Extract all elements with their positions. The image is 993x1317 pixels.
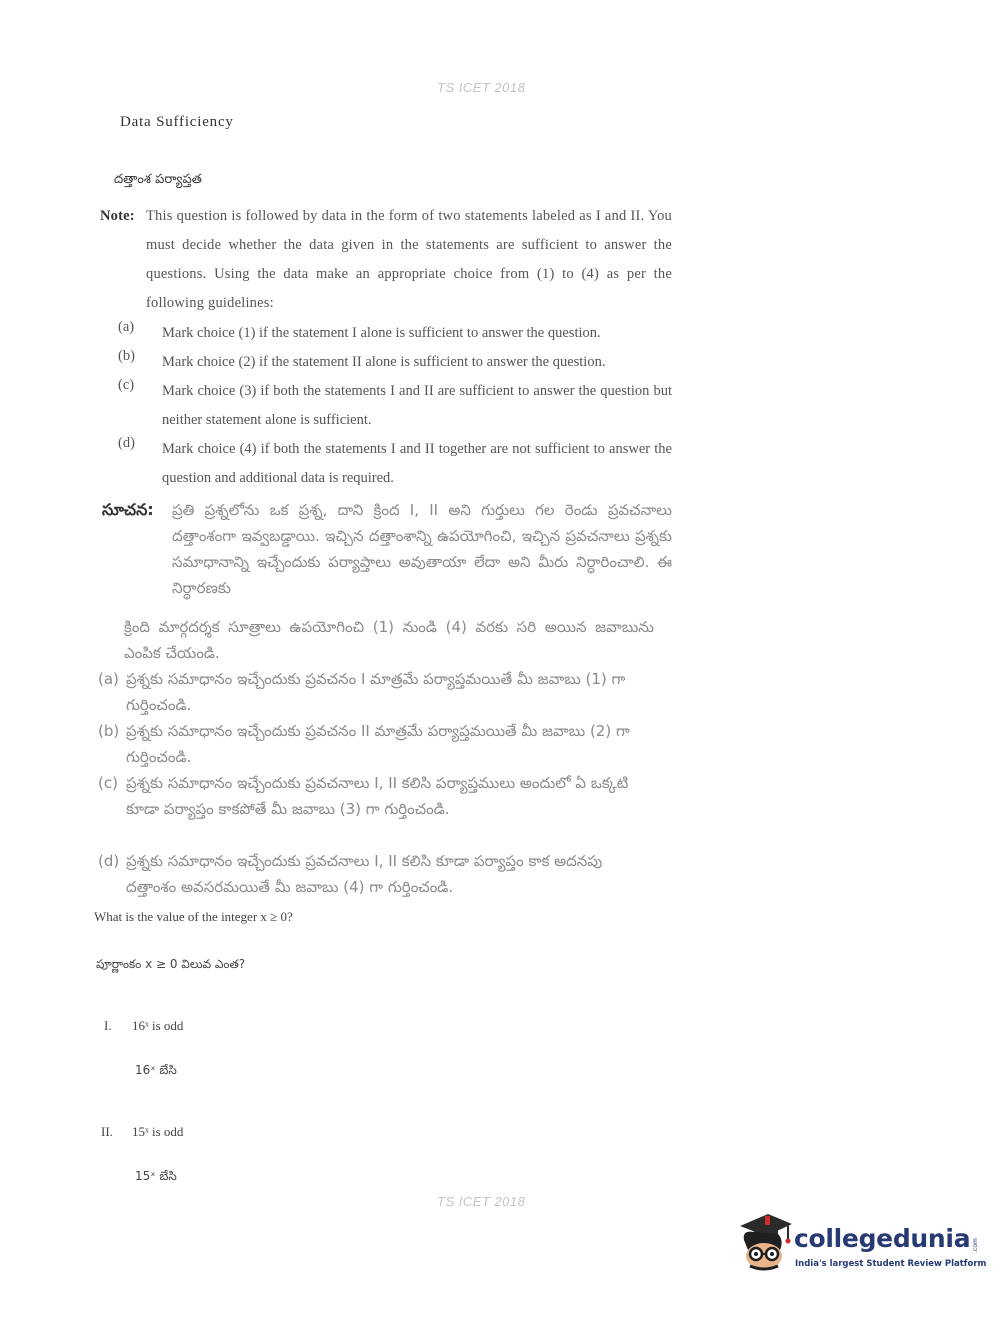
telugu-note-label: సూచన: xyxy=(102,500,154,519)
note-text: This question is followed by data in the form of two statements labeled as I and II. You must decide whether the data given in the statements are sufficient to answer the questions. Using the data make an appropriate choice from (1) to (4) as per the following guidelines: xyxy=(146,208,672,311)
guideline-text: Mark choice (1) if the statement I alone is sufficient to answer the question. xyxy=(162,325,601,341)
telugu-guideline-text: ప్రశ్నకు సమాధానం ఇచ్చేందుకు ప్రవచనాలు I, II కలిసి కూడా పర్యాప్తం కాక అదనపు దత్తాంశం అవసరమయితే మీ జవాబు (4) గా గుర్తించండి. xyxy=(126,852,603,896)
telugu-note-text-2: క్రింది మార్గదర్శక సూత్రాలు ఉపయోగించి (1) నుండి (4) వరకు సరి అయిన జవాబును ఎంపిక చేయండి. xyxy=(124,618,654,662)
question-text: What is the value of the integer x ≥ 0? xyxy=(94,909,293,924)
watermark-top: TS ICET 2018 xyxy=(437,80,526,95)
logo-tagline: India's largest Student Review Platform xyxy=(795,1259,987,1269)
telugu-note-block xyxy=(102,497,674,601)
guideline-label: (c) xyxy=(118,377,135,393)
telugu-guideline-label: (a) xyxy=(98,670,119,688)
statement-1-label: I. xyxy=(104,1018,112,1033)
question-text-telugu: పూర్ణాంకం x ≥ 0 విలువ ఎంత? xyxy=(96,957,246,971)
telugu-guideline-text: ప్రశ్నకు సమాధానం ఇచ్చేందుకు ప్రవచనం II మాత్రమే పర్యాప్తమయితే మీ జవాబు (2) గా గుర్తించండి. xyxy=(126,722,630,766)
logo-name: collegedunia xyxy=(794,1224,971,1253)
telugu-guideline-a xyxy=(98,666,658,718)
statement-2-telugu: 15ˣ బేసి xyxy=(135,1169,177,1183)
page-title: Data Sufficiency xyxy=(120,114,234,130)
statement-1-text: 16ˣ is odd xyxy=(132,1018,184,1033)
telugu-guideline-text: ప్రశ్నకు సమాధానం ఇచ్చేందుకు ప్రవచనం I మాత్రమే పర్యాప్తమయితే మీ జవాబు (1) గా గుర్తించండి. xyxy=(126,670,626,714)
telugu-guideline-label: (c) xyxy=(98,774,118,792)
guideline-label: (a) xyxy=(118,319,135,335)
guideline-d xyxy=(118,435,678,493)
guideline-label: (b) xyxy=(118,348,135,364)
watermark-bottom: TS ICET 2018 xyxy=(437,1194,526,1209)
guideline-b xyxy=(118,348,678,377)
telugu-note-text: ప్రతి ప్రశ్నలోను ఒక ప్రశ్న, దాని క్రింద I, II అని గుర్తులు గల రెండు ప్రవచనాలు దత్తాంశంగా ఇవ్వబడ్డాయి. ఇచ్చిన దత్తాంశాన్ని ఉపయోగించి, ఇచ్చిన ప్రవచనాలు ప్రశ్నకు సమాధానాన్ని ఇచ్చేందుకు పర్యాప్తాలు అవుతాయా లేదా అని మీరు నిర్ధారించాలి. ఈ నిర్ధారణకు xyxy=(172,501,672,597)
telugu-guideline-label: (b) xyxy=(98,722,120,740)
statement-2-label: II. xyxy=(101,1124,113,1139)
telugu-guideline-c xyxy=(98,770,658,848)
note-block xyxy=(100,202,672,318)
statement-1-telugu: 16ˣ బేసి xyxy=(135,1063,177,1077)
guideline-c xyxy=(118,377,678,435)
guideline-label: (d) xyxy=(118,435,135,451)
page-title-telugu: దత్తాంశ పర్యాప్తత xyxy=(114,172,202,187)
guideline-text: Mark choice (2) if the statement II alone is sufficient to answer the question. xyxy=(162,354,606,370)
telugu-guideline-b xyxy=(98,718,658,770)
telugu-guideline-d xyxy=(98,848,658,900)
guideline-text: Mark choice (3) if both the statements I and II are sufficient to answer the question but neither statement alone is sufficient. xyxy=(162,383,672,428)
guideline-text: Mark choice (4) if both the statements I and II together are not sufficient to answer the question and additional data is required. xyxy=(162,441,672,486)
logo-wordmark xyxy=(794,1224,983,1253)
collegedunia-logo xyxy=(732,1210,987,1280)
statement-2-text: 15ˣ is odd xyxy=(132,1124,184,1139)
guideline-a xyxy=(118,319,678,348)
telugu-guideline-label: (d) xyxy=(98,852,120,870)
telugu-guideline-text: ప్రశ్నకు సమాధానం ఇచ్చేందుకు ప్రవచనాలు I, II కలిసి పర్యాప్తములు అందులో ఏ ఒక్కటి కూడా పర్యాప్తం కాకపోతే మీ జవాబు (3) గా గుర్తించండి. xyxy=(126,774,629,818)
logo-suffix: .com xyxy=(972,1238,980,1253)
note-label: Note: xyxy=(100,208,135,224)
mascot-icon xyxy=(732,1210,794,1276)
